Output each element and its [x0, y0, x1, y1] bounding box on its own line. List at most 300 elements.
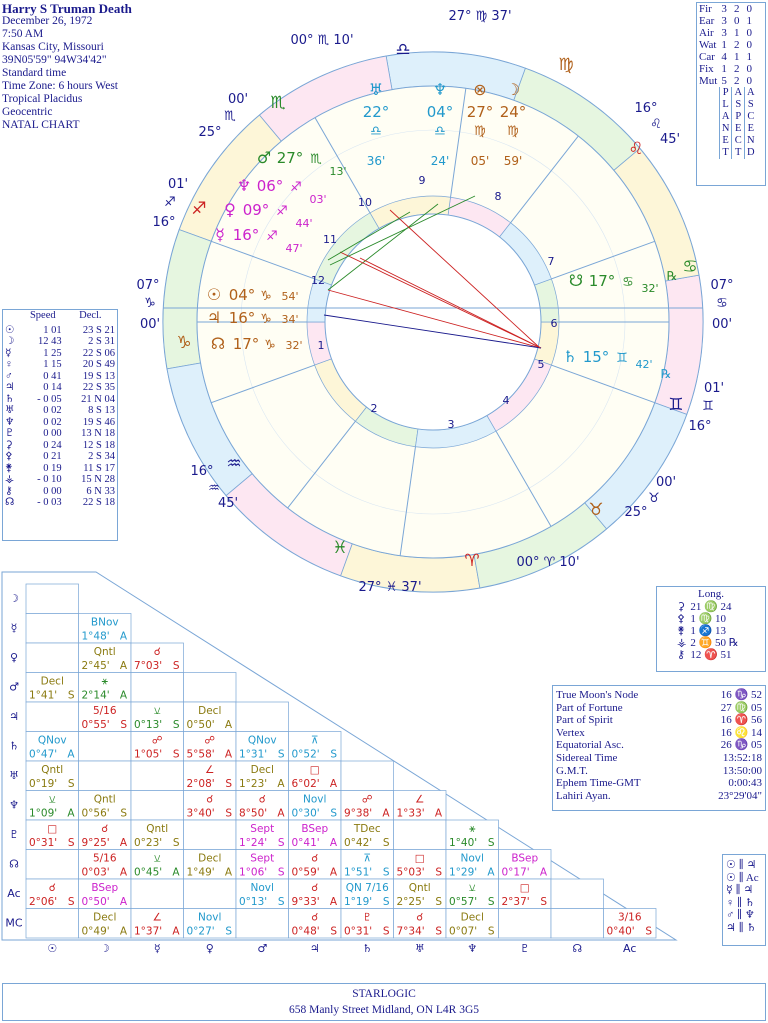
aspect-orb: 1°06' — [239, 866, 268, 879]
aspect-applying: S — [540, 896, 547, 908]
grid-cell — [131, 791, 184, 821]
declination-value: 2 S 31 — [88, 336, 115, 347]
planet-glyph: ⚵ — [5, 462, 13, 474]
aspect-orb: 0°48' — [291, 925, 320, 938]
aspect-orb: 0°40' — [606, 925, 635, 938]
aspect-orb: 1°37' — [134, 925, 163, 938]
grid-col-label: ♃ — [309, 942, 320, 955]
planet-glyph: ☿ — [5, 347, 12, 359]
planet-glyph: ☽ — [5, 336, 15, 347]
grid-cell — [184, 820, 237, 850]
element-count: 3 — [721, 15, 727, 27]
element-count: 2 — [733, 75, 740, 87]
aspect-vertical-label: A S P E C T — [732, 87, 745, 159]
aspect-orb: 9°38' — [344, 807, 373, 820]
asteroid-glyph: ⚷ — [677, 649, 686, 661]
speed-value: 0 21 — [43, 451, 62, 462]
header-house-system: Tropical Placidus — [2, 93, 83, 105]
aspect-applying: S — [172, 660, 180, 672]
planet-glyph: ⚶ — [5, 474, 14, 485]
aspect-orb: 2°06' — [29, 896, 58, 908]
aspect-applying: S — [225, 778, 232, 790]
cusp-degree-label: 00° ♈ 10' — [516, 555, 580, 570]
cusp-degree-label: ♉ — [648, 491, 660, 506]
points-table — [553, 689, 765, 802]
aspect-type: Novl — [460, 852, 484, 865]
aspect-applying: S — [645, 925, 652, 938]
aspect-type: □ — [519, 882, 530, 894]
cusp-degree-label: 00' — [711, 317, 733, 332]
aspect-orb: 0°17' — [501, 866, 530, 879]
aspect-orb: 1°29' — [449, 866, 478, 879]
aspect-orb: 0°59' — [291, 866, 320, 879]
aspect-type: Sept — [250, 823, 275, 835]
grid-row-label: ☿ — [10, 621, 18, 635]
header-place: Kansas City, Missouri — [2, 41, 104, 53]
aspect-orb: 0°03' — [81, 866, 110, 879]
aspect-orb: 0°13' — [239, 896, 268, 908]
aspect-applying: S — [382, 925, 390, 938]
planet-degree: 09° — [242, 201, 270, 219]
zodiac-sign-glyph: ♍ — [558, 55, 574, 75]
planet-degree: 04° — [228, 286, 256, 304]
aspect-orb: 0°07' — [449, 925, 478, 938]
aspect-type: ⚺ — [468, 882, 476, 894]
header-zone: Time Zone: 6 hours West — [2, 80, 118, 92]
parallel-item: ☿ ∥ ♃ — [726, 884, 754, 896]
aspect-applying: S — [225, 925, 232, 938]
element-count: 0 — [746, 39, 753, 51]
planet-sign: ♑ — [260, 289, 272, 304]
planet-degree: 24° — [499, 103, 527, 121]
parallel-item: ♃ ∥ ♄ — [726, 921, 757, 934]
aspect-orb: 1°51' — [344, 866, 373, 879]
cusp-degree-label: 07° — [136, 278, 160, 293]
grid-row-label: MC — [5, 916, 23, 930]
aspect-applying: A — [224, 748, 232, 761]
cusp-degree-label: 45' — [659, 132, 681, 147]
aspect-type: Decl — [40, 675, 64, 688]
aspect-applying: S — [382, 866, 390, 879]
grid-cell — [131, 673, 184, 703]
planet-degree: 17° — [232, 335, 260, 353]
grid-cell — [499, 909, 552, 939]
element-count: 0 — [746, 75, 753, 87]
cusp-degree-label: ♋ — [716, 296, 728, 311]
aspect-applying: S — [225, 807, 232, 820]
aspect-applying: A — [329, 837, 337, 849]
grid-cell — [184, 673, 237, 703]
aspect-applying: A — [329, 866, 337, 879]
element-label: Car — [699, 51, 715, 63]
planet-minute: 24' — [430, 154, 450, 168]
aspect-applying: A — [119, 660, 127, 672]
cusp-degree-label: 00' — [227, 92, 249, 107]
aspect-orb: 8°50' — [239, 807, 268, 820]
chart-title: Harry S Truman Death — [2, 1, 132, 16]
point-value: 27 ♍ 05 — [720, 701, 762, 714]
asteroid-longitude-box — [656, 586, 766, 672]
grid-row-label: Ac — [7, 887, 21, 900]
header-timetype: Standard time — [2, 67, 67, 79]
aspect-type: ☌ — [311, 852, 319, 865]
aspect-type: ☌ — [311, 911, 319, 924]
element-count: 1 — [733, 51, 740, 63]
aspect-applying: S — [435, 896, 442, 908]
cusp-degree-label: ♊ — [702, 399, 714, 414]
aspect-applying: A — [172, 925, 180, 938]
aspect-type: ☍ — [151, 734, 163, 747]
speed-value: 0 19 — [43, 462, 62, 474]
chart-points-box — [552, 685, 766, 811]
speed-value: 0 14 — [43, 382, 62, 393]
speed-header: Speed — [29, 310, 56, 321]
declination-value: 20 S 49 — [82, 359, 115, 370]
point-label: Equatorial Asc. — [556, 739, 624, 752]
aspect-orb: 0°52' — [291, 748, 320, 761]
declination-value: 21 N 04 — [81, 393, 115, 405]
declination-value: 22 S 35 — [82, 382, 115, 393]
speed-value: - 0 10 — [37, 474, 62, 485]
cusp-degree-label: 07° — [710, 278, 734, 293]
speed-value: 1 01 — [43, 324, 62, 336]
aspect-type: BNov — [90, 616, 119, 629]
house-number: 5 — [537, 358, 545, 371]
grid-cell — [26, 909, 79, 939]
house-number: 9 — [418, 174, 426, 187]
aspect-type: 5/16 — [92, 852, 117, 865]
zodiac-sign-glyph: ♋ — [682, 257, 698, 277]
point-value: 23°29'04" — [718, 789, 762, 802]
declination-value: 13 N 18 — [81, 428, 115, 439]
aspect-type: ⊼ — [310, 734, 319, 747]
aspect-applying: A — [67, 748, 75, 761]
aspect-applying: A — [329, 896, 337, 908]
aspect-applying: A — [119, 925, 127, 938]
header-geocentric: Geocentric — [2, 106, 53, 118]
aspect-type: Decl — [198, 852, 222, 865]
aspect-type: Decl — [198, 705, 222, 717]
point-value: 13:52:18 — [722, 751, 762, 764]
asteroid-longitude: 1 ♐ 13 — [690, 625, 727, 637]
speed-value: 12 43 — [38, 336, 62, 347]
aspect-orb: 7°34' — [396, 925, 425, 938]
element-count: 0 — [746, 63, 753, 75]
grid-row-label: ♄ — [9, 739, 19, 753]
house-number: 7 — [547, 255, 555, 268]
planet-glyph: ♆ — [432, 80, 448, 99]
aspect-orb: 3°40' — [186, 807, 215, 820]
cusp-degree-label: ♑ — [144, 296, 156, 311]
aspect-type: QNov — [37, 734, 67, 747]
planet-sign: ♏ — [310, 152, 322, 167]
planet-glyph: ♃ — [206, 308, 222, 327]
aspect-orb: 0°50' — [186, 719, 215, 731]
aspect-orb: 0°27' — [186, 925, 215, 938]
declination-value: 6 N 33 — [86, 485, 115, 497]
cusp-degree-label: 01' — [703, 381, 725, 396]
aspect-type: ∠ — [205, 764, 215, 776]
planet-degree: 16° — [228, 309, 256, 327]
point-label: Ephem Time-GMT — [556, 777, 641, 790]
cusp-degree-label: 27° ♓ 37' — [358, 580, 422, 595]
planet-sign: ♋ — [622, 275, 634, 290]
grid-col-label: ♀ — [205, 942, 214, 955]
speed-value: 0 24 — [43, 439, 62, 451]
declination-value: 15 N 28 — [81, 474, 115, 485]
aspect-type: □ — [309, 764, 320, 776]
long-row — [675, 601, 741, 613]
planet-glyph: ☋ — [568, 271, 584, 290]
point-value: 16 ♑ 52 — [720, 689, 762, 701]
planet-minute: 34' — [281, 313, 299, 326]
zodiac-sign-glyph: ♉ — [588, 500, 604, 520]
parallel-item: ☉ ∥ ♃ — [726, 859, 757, 871]
parallel-item: ☉ ∥ Ac — [726, 871, 759, 884]
aspect-type: ☌ — [311, 882, 319, 894]
cusp-degree-label: 16° — [688, 419, 712, 434]
aspect-orb: 0°41' — [291, 837, 320, 849]
aspect-orb: 0°31' — [344, 925, 373, 938]
aspect-orb: 1°31' — [239, 748, 268, 761]
aspect-type: BSep — [511, 852, 539, 865]
grid-col-label: ♆ — [467, 942, 478, 955]
aspect-applying: A — [172, 866, 180, 879]
grid-col-label: ☽ — [99, 942, 110, 955]
grid-cell — [26, 643, 79, 673]
cusp-degree-label: 25° — [198, 125, 222, 140]
declination-value: 8 S 13 — [88, 405, 115, 416]
grid-cell — [26, 584, 79, 614]
aspect-applying: A — [119, 837, 127, 849]
element-count: 0 — [733, 15, 740, 27]
aspect-type: □ — [414, 852, 425, 865]
aspect-orb: 2°45' — [81, 660, 110, 672]
long-row — [675, 625, 741, 637]
aspect-orb: 1°05' — [134, 748, 163, 761]
aspect-orb: 7°03' — [134, 660, 163, 672]
planet-sign: ♎ — [434, 124, 446, 139]
grid-col-label: ♂ — [257, 942, 268, 955]
planet-glyph: ♀ — [224, 200, 236, 219]
house-number: 6 — [550, 317, 558, 330]
aspect-orb: 0°57' — [449, 896, 478, 908]
planet-degree: 27° — [466, 103, 494, 121]
point-label: Vertex — [556, 726, 585, 739]
zodiac-sign-glyph: ♏ — [270, 93, 286, 113]
point-row — [553, 714, 765, 727]
point-label: Sidereal Time — [556, 751, 618, 764]
aspect-orb: 1°41' — [29, 689, 58, 702]
grid-cell — [551, 909, 604, 939]
planet-minute: 42' — [635, 358, 653, 371]
declination-value: 23 S 21 — [82, 324, 115, 336]
planet-degree: 06° — [256, 177, 284, 195]
planet-glyph: ☿ — [215, 225, 225, 244]
aspect-type: Novl — [198, 911, 222, 924]
header-date: December 26, 1972 — [2, 15, 93, 27]
aspect-applying: S — [172, 837, 180, 849]
point-row — [553, 702, 765, 715]
aspect-applying: S — [487, 896, 495, 908]
cusp-degree-label: ♒ — [208, 481, 220, 496]
declination-value: 19 S 13 — [82, 370, 115, 382]
aspect-type: Qntl — [41, 764, 64, 776]
parallel-item: ♂ ∥ ♆ — [726, 909, 755, 921]
planet-glyph: ♂ — [5, 370, 13, 382]
speed-value: 0 02 — [43, 405, 62, 416]
house-number: 10 — [358, 196, 372, 209]
element-count: 1 — [721, 63, 727, 75]
point-label: Part of Spirit — [556, 714, 613, 727]
aspect-orb: 9°33' — [291, 896, 320, 908]
planet-degree: 17° — [588, 272, 616, 290]
grid-col-label: ♇ — [519, 942, 530, 955]
element-label: Wat — [699, 39, 717, 51]
aspect-orb: 0°19' — [29, 778, 58, 790]
planet-minute: 47' — [285, 242, 303, 255]
point-row — [553, 739, 765, 752]
planet-minute: 13' — [329, 165, 347, 178]
element-count: 1 — [746, 51, 753, 63]
cusp-degree-label: ♏ — [224, 109, 236, 124]
aspect-type: BSep — [301, 823, 329, 835]
planet-glyph: ⚷ — [5, 485, 13, 497]
element-count: 4 — [721, 51, 727, 63]
grid-cell — [394, 820, 447, 850]
aspect-type: □ — [47, 823, 58, 835]
long-row — [675, 637, 741, 649]
grid-col-label: ☿ — [153, 942, 161, 955]
aspect-type: Qntl — [146, 823, 169, 835]
grid-cell — [26, 614, 79, 644]
aspect-orb: 0°45' — [134, 866, 163, 879]
point-row — [553, 765, 765, 778]
speed-value: 0 02 — [43, 416, 62, 428]
grid-row-label: ☊ — [9, 857, 19, 871]
cusp-degree-label: 00° ♏ 10' — [290, 33, 354, 48]
planet-minute: 59' — [503, 154, 523, 168]
grid-row-label: ♃ — [9, 710, 19, 723]
cusp-degree-label: 27° ♍ 37' — [448, 9, 512, 24]
aspect-orb: 1°19' — [344, 896, 373, 908]
declination-value: 22 S 06 — [82, 347, 115, 359]
long-row — [675, 649, 741, 661]
aspect-applying: S — [330, 925, 337, 938]
planet-minute: 05' — [470, 154, 490, 168]
header-time: 7:50 AM — [2, 28, 44, 40]
aspect-type: ⚺ — [153, 852, 161, 865]
grid-col-label: ☉ — [47, 942, 58, 955]
aspect-applying: S — [67, 896, 75, 908]
house-number: 1 — [317, 339, 325, 352]
zodiac-sign-glyph: ♊ — [668, 395, 684, 415]
parallel-list-box — [722, 854, 766, 946]
aspect-applying: S — [67, 778, 75, 790]
aspect-orb: 1°09' — [29, 807, 58, 820]
cusp-degree-label: 00' — [655, 475, 677, 490]
aspect-applying: A — [329, 778, 337, 790]
aspect-applying: S — [277, 896, 285, 908]
header-coords: 39N05'59" 94W34'42" — [2, 54, 107, 66]
asteroid-glyph: ⚶ — [677, 637, 687, 649]
house-number: 4 — [502, 394, 510, 407]
aspect-applying: A — [119, 630, 127, 643]
aspect-type: ⚹ — [469, 823, 476, 835]
aspect-applying: S — [487, 925, 495, 938]
planet-sign: ♐ — [290, 180, 302, 195]
speed-value: 0 00 — [43, 485, 62, 497]
grid-cell — [131, 879, 184, 909]
aspect-applying: S — [67, 837, 75, 849]
footer-company: STARLOGIC — [352, 988, 416, 1000]
aspect-type: ☌ — [206, 793, 214, 806]
element-label: Mut — [699, 75, 718, 87]
declination-value: 2 S 34 — [88, 451, 115, 462]
long-table — [675, 601, 741, 661]
element-count: 5 — [721, 75, 727, 87]
parallel-item: ♀ ∥ ♄ — [726, 896, 755, 909]
zodiac-sign-glyph: ♌ — [628, 139, 644, 159]
planet-glyph: ⚴ — [5, 451, 13, 462]
aspect-applying: A — [119, 866, 127, 879]
planet-degree: 27° — [276, 149, 304, 167]
aspect-applying: S — [67, 689, 75, 702]
aspect-orb: 1°48' — [81, 630, 110, 643]
element-count: 2 — [733, 39, 740, 51]
declination-value: 19 S 46 — [82, 416, 115, 428]
aspect-type: ∠ — [152, 911, 162, 924]
grid-cell — [79, 732, 132, 762]
speed-value: - 0 05 — [37, 393, 62, 405]
aspect-type: Qntl — [408, 882, 431, 894]
aspect-type: BSep — [91, 882, 119, 894]
house-number: 8 — [494, 190, 502, 203]
grid-row-label: ♀ — [9, 651, 19, 664]
aspect-orb: 0°31' — [29, 837, 58, 849]
aspect-orb: 6°02' — [291, 778, 320, 790]
cusp-degree-label: 16° — [190, 464, 214, 479]
footer — [2, 983, 766, 1021]
planet-glyph: ☉ — [206, 285, 222, 304]
aspect-type: ⚺ — [153, 705, 161, 717]
element-count: 2 — [733, 63, 740, 75]
planet-glyph: ♀ — [5, 359, 13, 370]
declination-value: 11 S 17 — [83, 462, 115, 474]
aspect-type: ∠ — [415, 793, 425, 806]
aspect-orb: 2°08' — [186, 778, 215, 790]
aspect-applying: A — [382, 807, 390, 820]
point-row — [553, 790, 765, 803]
planet-degree: 15° — [582, 348, 610, 366]
planet-degree: 22° — [362, 103, 390, 121]
aspect-orb: 0°56' — [81, 807, 110, 820]
aspect-type: ☌ — [258, 793, 266, 806]
aspect-applying: A — [119, 689, 127, 702]
planet-minute: 03' — [309, 193, 327, 206]
planet-glyph: ♃ — [5, 382, 15, 393]
grid-col-label: ♅ — [414, 942, 425, 955]
planet-sign: ♐ — [266, 229, 278, 244]
aspect-orb: 2°25' — [396, 896, 425, 908]
grid-col-label: ♄ — [362, 942, 373, 955]
speed-value: - 0 03 — [37, 497, 62, 508]
aspect-applying: S — [120, 807, 127, 820]
zodiac-sign-glyph: ♑ — [176, 333, 192, 353]
planet-minute: 32' — [641, 282, 659, 295]
grid-cell — [26, 702, 79, 732]
asteroid-glyph: ⚵ — [677, 625, 686, 637]
